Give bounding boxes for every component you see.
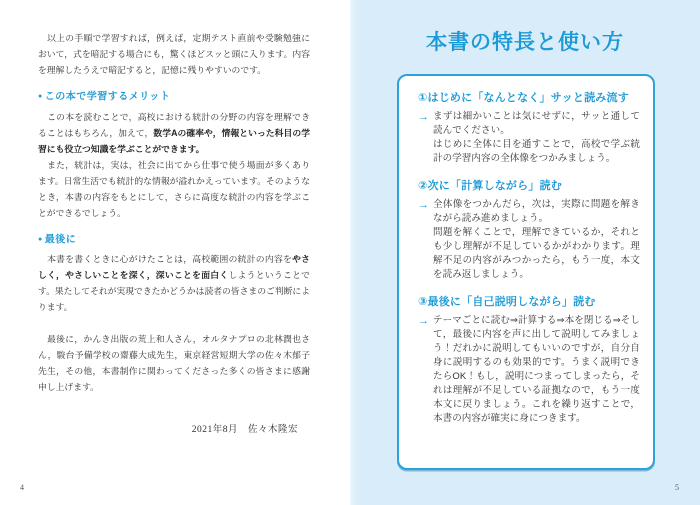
emphasized-text: 数学Aの確率や，情報といった科目の学習にも役立つ知識を学ぶことができます。	[38, 127, 310, 154]
emphasized-text: やさしく，やさしいことを深く，深いことを面白く	[38, 254, 310, 280]
usage-step-body	[418, 110, 640, 166]
usage-step-body	[418, 198, 640, 282]
plain-text: また，統計は，実は，社会に出てから仕事で使う場面が多くあります。日常生活でも統計的な情報が溢れかえっています。そのようなとき，本書の内容をもとにして，さらに高度な統計の内容を学ぶことができるでしょう。	[38, 159, 310, 218]
plain-text: しようということです。果たしてそれが実現できたかどうかは読者の皆さまのご判断によります。	[38, 270, 311, 312]
body-paragraph	[38, 30, 310, 78]
page-number-left: 4	[20, 483, 24, 492]
plain-text: 以上の手順で学習すれば，例えば，定期テスト直前や受験勉強において，式を暗記する場合にも，驚くほどスッと頭に入ります。内容を理解したうえで暗記すると，記憶に残りやすいのです。	[38, 33, 310, 75]
page-title: 本書の特長と使い方	[426, 31, 624, 54]
plain-text: この本を読むことで，高校における統計の分野の内容を理解できることはもちろん，加えて，	[38, 111, 310, 138]
bullet-icon: ●	[38, 235, 43, 243]
body-paragraph	[38, 251, 310, 315]
bullet-icon: ●	[38, 93, 43, 100]
usage-step-heading: ②次に「計算しながら」読む	[418, 180, 562, 192]
usage-step-section	[418, 179, 640, 282]
usage-step-paragraph: 問題を解くことで，理解できているか，それとも少し理解が不足しているかがわかります。理解不足の内容がみつかったら，もう一度，本文を読み返しましょう。	[433, 227, 640, 280]
usage-step-paragraph: はじめに全体に目を通すことで，高校で学ぶ統計の学習内容の全体像をつかみましょう。	[433, 139, 640, 164]
right-page	[350, 0, 700, 505]
usage-step-paragraph: テーマごとに読む⇒計算する⇒本を閉じる⇒そして，最後に内容を声に出して説明してみましょう！だれかに説明してもいいのですが，自分自身に説明するのも効果的です。うまく説明できたらOK！もし，説明につまってしまったら，それは理解が不足している証拠なので，もう一度本文に戻りましょう。これを繰り返すことで，本書の内容が確実に身につきます。	[433, 315, 640, 424]
page-number-right: 5	[675, 483, 679, 492]
usage-step-paragraph: 全体像をつかんだら，次は，実際に問題を解きながら読み進めましょう。	[433, 199, 640, 224]
plain-text: 本書を書くときに心がけたことは，高校範囲の統計の内容を	[38, 254, 293, 264]
usage-step-section	[418, 91, 640, 166]
body-paragraph	[38, 331, 310, 395]
usage-step-paragraphs	[433, 314, 640, 426]
usage-step-paragraph: まずは細かいことは気にせずに，サッと通して読んでください。	[433, 111, 640, 136]
body-paragraph	[38, 109, 310, 157]
arrow-icon: →	[418, 199, 429, 211]
feature-box	[397, 74, 655, 470]
usage-step-paragraphs	[433, 110, 640, 166]
usage-step-paragraphs	[433, 198, 640, 282]
arrow-icon: →	[418, 315, 429, 327]
arrow-icon: →	[418, 111, 429, 123]
usage-step-body	[418, 314, 640, 426]
section-heading	[38, 232, 310, 249]
section-heading-label: この本で学習するメリット	[44, 91, 171, 103]
date-author-signature: 2021年8月 佐々木隆宏	[191, 425, 298, 435]
section-heading-label: 最後に	[44, 234, 77, 245]
usage-step-heading: ③最後に「自己説明しながら」読む	[418, 296, 596, 308]
plain-text: 最後に，かんき出版の荒上和人さん，オルタナプロの北林潤也さん，駿台予備学校の齋藤大成先生，東京経営短期大学の佐々木郁子先生，その他，本書制作に関わってくださった多くの皆さまに感謝申し上げます。	[38, 334, 310, 392]
usage-step-section	[418, 295, 640, 426]
body-paragraph	[38, 157, 310, 221]
section-heading	[38, 89, 310, 106]
usage-step-heading: ①はじめに「なんとなく」サッと読み流す	[418, 92, 629, 104]
left-page-text	[38, 30, 310, 438]
